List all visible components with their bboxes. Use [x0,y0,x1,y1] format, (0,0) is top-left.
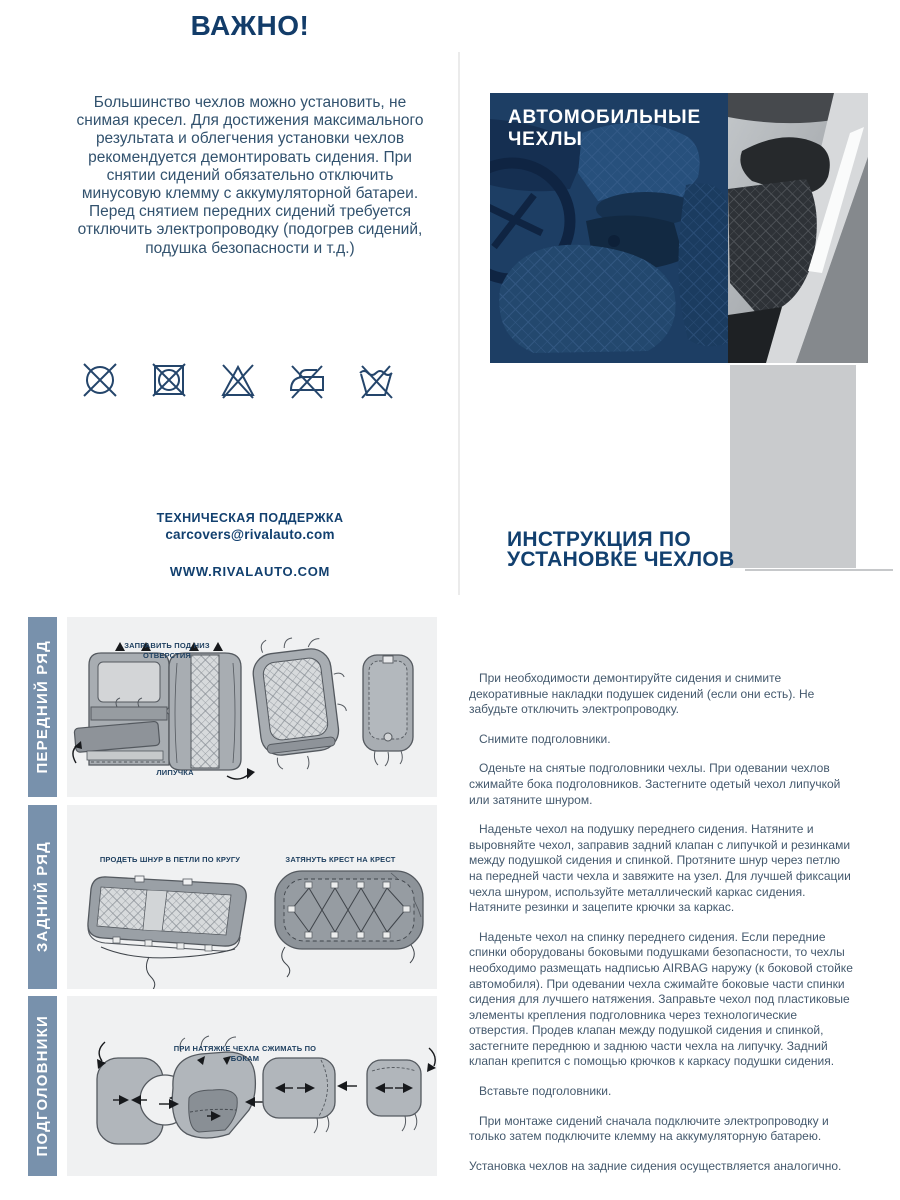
caption-tuck-under: ЗАПРАВИТЬ ПОД НИЗ ОТВЕРСТИЯ [124,641,210,660]
gray-accent-block [730,365,856,568]
section-label-front-row [28,617,57,797]
instruction-title-line1: ИНСТРУКЦИЯ ПО [507,528,692,551]
page-title: ВАЖНО! [190,10,310,41]
instruction-paragraph-4: Наденьте чехол на подушку переднего сидения. Натяните и выровняйте чехол, заправив задний клапан с липучкой и резинками между подушкой сидения и спинкой. Протяните шнур через петлю на передней части чехла и завяжите на узел. Для лучшей фиксации чехла шнуром, используйте металлический каркас сидения. Натяните резинки и зацепите крючки за каркас. [469,822,851,915]
do-not-bleach-icon [216,358,260,402]
headrests-illustration [67,996,437,1176]
instruction-paragraph-8: Установка чехлов на задние сидения осуществляется аналогично. [469,1158,842,1173]
do-not-wash-icon [354,358,398,402]
front-row-label: ПЕРЕДНИЙ РЯД [34,640,51,774]
fold-line-vertical [458,52,460,595]
instruction-paragraph-7: При монтаже сидений сначала подключите электропроводку и только затем подключите клемму на аккумуляторную батарею. [469,1113,829,1144]
intro-paragraph: Большинство чехлов можно установить, не снимая кресел. Для достижения максимального результата и облегчения установки чехлов рекомендуется демонтировать сидения. При снятии сидений обязательно отключить минусовую клемму с аккумуляторной батареи. Перед снятием передних сидений требуется отключить электропроводку (подогрев сидений, подушка безопасности и т.д.) [76,94,424,257]
caption-thread-cord: ПРОДЕТЬ ШНУР В ПЕТЛИ ПО КРУГУ [99,855,241,864]
section-label-headrests [28,996,57,1176]
rear-row-illustration [67,805,437,989]
support-title: ТЕХНИЧЕСКАЯ ПОДДЕРЖКА [156,511,344,525]
photo-title-line2: ЧЕХЛЫ [508,129,583,150]
section-label-rear-row [28,805,57,989]
rear-row-label: ЗАДНИЙ РЯД [34,841,51,953]
instruction-title-line2: УСТАНОВКЕ ЧЕХЛОВ [507,548,735,571]
rear-row-panel [67,805,437,989]
instruction-paragraph-6: Вставьте подголовники. [479,1084,612,1099]
instruction-paragraph-3: Оденьте на снятые подголовники чехлы. При одевании чехлов сжимайте бока подголовников. Застегните одетый чехол липучкой или затяните шнуром. [469,761,841,807]
horizontal-rule [745,569,893,571]
care-symbols-row [78,358,398,402]
caption-tighten-crosswise: ЗАТЯНУТЬ КРЕСТ НА КРЕСТ [285,855,396,864]
product-photo [490,93,868,363]
headrests-panel [67,996,437,1176]
caption-velcro: ЛИПУЧКА [156,768,194,777]
website-url: WWW.RIVALAUTO.COM [169,564,331,579]
installation-instructions [469,671,853,1174]
instruction-paragraph-1: При необходимости демонтируйте сидения и снимите декоративные накладки подушек сидений (если они есть). Не забудьте отключить электропроводку. [469,671,815,717]
front-row-panel [67,617,437,797]
caption-squeeze-sides: ПРИ НАТЯЖКЕ ЧЕХЛА СЖИМАТЬ ПО БОКАМ [173,1044,317,1063]
instruction-paragraph-2: Снимите подголовники. [479,731,611,746]
support-email: carcovers@rivalauto.com [165,527,335,542]
do-not-iron-icon [285,358,329,402]
instruction-title [507,530,735,570]
photo-title [508,107,701,151]
photo-title-line1: АВТОМОБИЛЬНЫЕ [508,107,701,128]
headrests-label: ПОДГОЛОВНИКИ [34,1015,51,1157]
instruction-paragraph-5: Наденьте чехол на спинку переднего сидения. Если передние спинки оборудованы боковыми подушками безопасности, то чехлы необходимо размещать надписью AIRBAG наружу (к боковой стойке автомобиля). При одевании чехла сжимайте боковые части спинки сидения для лучшего натяжения. Заправьте чехол под пластиковые элементы крепления подголовника через технологические отверстия. Продев клапан между подушкой сидения и спинкой, застегните переднюю и заднюю части чехла на липучку. Задний клапан крепится с помощью крючков к каркасу подушки сидения. [469,929,853,1069]
do-not-tumble-dry-icon [147,358,191,402]
support-block [60,511,440,579]
do-not-dry-clean-icon [78,358,122,402]
